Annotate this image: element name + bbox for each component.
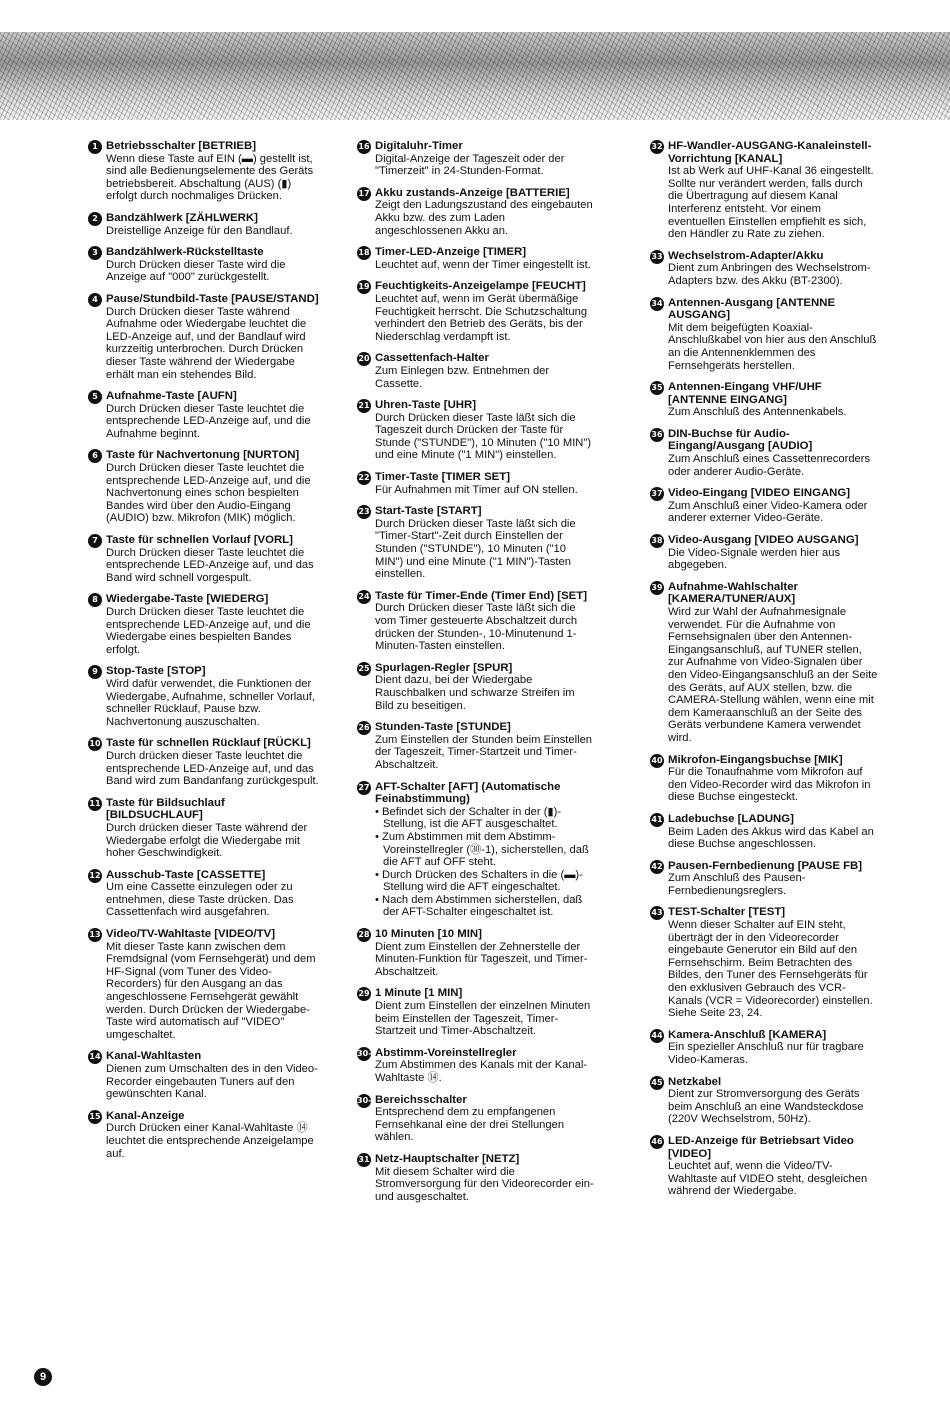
item-title: Wiedergabe-Taste [WIEDERG] <box>106 593 269 606</box>
legend-item <box>357 1153 595 1203</box>
legend-item <box>650 140 880 241</box>
legend-item <box>88 1050 320 1100</box>
legend-item <box>650 381 880 419</box>
item-bullet <box>375 806 595 831</box>
item-number-badge: 8 <box>88 593 102 607</box>
legend-item <box>650 428 880 478</box>
item-description: Wenn dieser Schalter auf EIN steht, überträgt der in den Videorecorder eingebaute Generutor ein Bild auf den Fernsehschirm. Beim Betrachten des Bildes, den Tuner des Fernsehgeräts für den exklusiven Gebrauch des VCR-Kanals (VCR = Videorecorder) einstellen. Siehe Seite 23, 24. <box>668 919 873 1020</box>
item-description: Ist ab Werk auf UHF-Kanal 36 eingestellt. Sollte nur verändert werden, falls durch die Übertragung auf diesem Kanal Interferenz entsteht. Vor einem eventuellen Einstellen empfiehlt es sich, den Händler zu Rate zu ziehen. <box>668 165 874 241</box>
item-number-badge: 45 <box>650 1076 664 1090</box>
item-description: Zum Einstellen der Stunden beim Einstellen der Tageszeit, Timer-Startzeit und Timer-Abschaltzeit. <box>375 733 593 771</box>
item-description: Durch Drücken dieser Taste leuchtet die entsprechende LED-Anzeige auf, und die Wiedergabe eines bespielten Bandes erfolgt. <box>106 606 311 656</box>
item-description: Digital-Anzeige der Tageszeit oder der "Timerzeit" in 24-Stunden-Format. <box>375 152 565 178</box>
item-title: HF-Wandler-AUSGANG-Kanaleinstell-Vorrichtung [KANAL] <box>668 140 872 165</box>
item-number-badge: 11 <box>88 797 102 811</box>
item-number-badge: 44 <box>650 1029 664 1043</box>
bullet-text: Nach dem Abstimmen sicherstellen, daß der AFT-Schalter eingeschaltet ist. <box>382 893 583 919</box>
item-title: Taste für schnellen Vorlauf [VORL] <box>106 534 293 547</box>
item-title: Stunden-Taste [STUNDE] <box>375 721 511 734</box>
item-number-badge: 41 <box>650 813 664 827</box>
item-number-badge: 36 <box>650 428 664 442</box>
item-title: Antennen-Eingang VHF/UHF [ANTENNE EINGANG] <box>668 381 822 406</box>
item-description: Wird zur Wahl der Aufnahmesignale verwendet. Für die Aufnahme von Fernsehsignalen über den Antennen-Eingangsanschluß, auf TUNER stellen, zur Aufnahme von Video-Signalen über den Video-Eingangsanschluß an der Seite des Geräts, auf AUX stellen, bzw. die CAMERA-Stellung wählen, wenn eine mit dem Kameraanschluß an der Seite des Geräts verbundene Kamera verwendet wird. <box>668 606 878 744</box>
legend-item <box>650 1076 880 1126</box>
legend-item <box>650 534 880 572</box>
legend-item <box>650 581 880 745</box>
item-number-badge: 37 <box>650 487 664 501</box>
legend-item <box>357 352 595 390</box>
header-banner <box>0 32 950 120</box>
legend-item <box>88 797 320 860</box>
item-description: Zum Anschluß eines Cassettenrecorders oder anderer Audio-Geräte. <box>668 453 871 478</box>
item-description: Durch drücken dieser Taste während der Wiedergabe erfolgt die Wiedergabe mit hoher Geschwindigkeit. <box>106 821 308 860</box>
legend-item <box>357 662 595 712</box>
item-title: Taste für Bildsuchlauf [BILDSUCHLAUF] <box>106 796 225 822</box>
item-number-badge: 34 <box>650 297 664 311</box>
item-number-badge: 31 <box>357 1153 371 1167</box>
legend-item <box>650 1029 880 1067</box>
legend-item <box>650 860 880 898</box>
item-title: Start-Taste [START] <box>375 505 482 518</box>
column-2 <box>357 140 595 1212</box>
item-number-badge: 3 <box>88 246 102 260</box>
item-number-badge: 29 <box>357 987 371 1001</box>
item-description: Leuchtet auf, wenn die Video/TV-Wahltaste auf VIDEO steht, desgleichen während der Wiedergabe. <box>668 1160 868 1198</box>
item-title: Timer-Taste [TIMER SET] <box>375 471 511 484</box>
column-3 <box>650 140 880 1207</box>
item-title: Akku zustands-Anzeige [BATTERIE] <box>375 186 570 199</box>
bullet-icon: • <box>375 868 383 881</box>
item-title: Aufnahme-Wahlschalter [KAMERA/TUNER/AUX] <box>668 580 798 606</box>
item-title: Video/TV-Wahltaste [VIDEO/TV] <box>106 928 275 941</box>
item-description: Zum Einlegen bzw. Entnehmen der Cassette. <box>375 364 550 390</box>
item-number-badge: 22 <box>357 471 371 485</box>
item-number-badge: 13 <box>88 928 102 942</box>
legend-item <box>357 187 595 237</box>
page-number: 9 <box>34 1368 52 1386</box>
item-title: Stop-Taste [STOP] <box>106 665 206 678</box>
legend-item <box>88 246 320 284</box>
legend-item <box>357 399 595 462</box>
item-title: Wechselstrom-Adapter/Akku <box>668 249 824 262</box>
item-description: Für Aufnahmen mit Timer auf ON stellen. <box>375 483 578 496</box>
item-description: Zum Abstimmen des Kanals mit der Kanal-Wahltaste ⑭. <box>375 1059 588 1084</box>
item-description: Entsprechend dem zu empfangenen Fernsehkanal eine der drei Stellungen wählen. <box>375 1106 565 1144</box>
item-title: Taste für Nachvertonung [NURTON] <box>106 449 300 462</box>
item-description: Durch Drücken dieser Taste wird die Anzeige auf "000" zurückgestellt. <box>106 258 286 284</box>
item-description: Mit dem beigefügten Koaxial-Anschlußkabel von hier aus den Anschluß an die Antennenklemmen des Fernsehgeräts herstellen. <box>668 321 877 372</box>
item-number-badge: 6 <box>88 449 102 463</box>
item-description: Durch Drücken dieser Taste läßt sich die "Timer-Start"-Zeit durch Einstellen der Stunden ("STUNDE"), 10 Minuten ("10 MIN") und eine Minute ("1 MIN")-Tasten einstellen. <box>375 517 576 581</box>
item-description: Durch Drücken einer Kanal-Wahltaste ⑭ leuchtet die entsprechende Anzeigelampe auf. <box>106 1122 314 1160</box>
item-number-badge: 9 <box>88 665 102 679</box>
item-title: Netzkabel <box>668 1075 722 1088</box>
item-number-badge: 1 <box>88 140 102 154</box>
item-title: Timer-LED-Anzeige [TIMER] <box>375 246 527 259</box>
legend-item <box>357 505 595 581</box>
legend-item <box>88 212 320 237</box>
column-1 <box>88 140 320 1169</box>
legend-item <box>88 534 320 584</box>
legend-item <box>88 928 320 1041</box>
item-description: Durch Drücken dieser Taste leuchtet die entsprechende LED-Anzeige auf, und die Nachvertonung eines schon bespielten Bandes wird über den Audio-Eingang (AUDIO) bzw. Mikrofon (MIK) möglich. <box>106 462 311 525</box>
item-description: Wird dafür verwendet, die Funktionen der Wiedergabe, Aufnahme, schneller Vorlauf, schneller Rücklauf, Pause bzw. Nachvertonung auszuschalten. <box>106 677 315 728</box>
item-number-badge: 12 <box>88 869 102 883</box>
legend-item <box>650 813 880 851</box>
legend-item <box>650 297 880 373</box>
legend-item <box>650 754 880 804</box>
item-description: Zum Anschluß des Antennenkabels. <box>668 406 847 419</box>
item-description: Dient zum Einstellen der einzelnen Minuten beim Einstellen der Tageszeit, Timer-Startzeit und Timer-Abschaltzeit. <box>375 1000 591 1038</box>
item-number-badge: 17 <box>357 187 371 201</box>
item-title: 10 Minuten [10 MIN] <box>375 928 482 941</box>
item-title: Video-Ausgang [VIDEO AUSGANG] <box>668 534 859 547</box>
legend-item <box>88 390 320 440</box>
item-description: Durch drücken dieser Taste leuchtet die entsprechende LED-Anzeige auf, und das Band wird zum Bandanfang zurückgespult. <box>106 749 319 788</box>
item-title: Spurlagen-Regler [SPUR] <box>375 661 513 674</box>
legend-item <box>88 293 320 381</box>
legend-item <box>357 781 595 920</box>
item-number-badge: 30-2 <box>357 1095 372 1119</box>
item-title: Digitaluhr-Timer <box>375 140 463 152</box>
item-title: Kanal-Wahltasten <box>106 1050 202 1063</box>
legend-item <box>357 471 595 496</box>
legend-item <box>88 449 320 525</box>
item-description: Beim Laden des Akkus wird das Kabel an diese Buchse angeschlossen. <box>668 825 874 851</box>
item-title: TEST-Schalter [TEST] <box>668 906 786 919</box>
item-bullet <box>375 894 595 919</box>
item-title: Ladebuchse [LADUNG] <box>668 812 794 825</box>
item-description: Durch Drücken dieser Taste leuchtet die entsprechende LED-Anzeige auf, und das Band wird schnell vorgespult. <box>106 546 314 584</box>
item-number-badge: 24 <box>357 590 371 604</box>
legend-item <box>357 1047 595 1085</box>
legend-item <box>88 737 320 787</box>
legend-item <box>357 928 595 978</box>
legend-item <box>357 246 595 271</box>
bullet-icon: • <box>375 893 383 906</box>
item-title: DIN-Buchse für Audio-Eingang/Ausgang [AUDIO] <box>668 427 813 453</box>
item-number-badge: 38 <box>650 534 664 548</box>
item-number-badge: 15 <box>88 1110 102 1124</box>
item-description: Leuchtet auf, wenn der Timer eingestellt ist. <box>375 258 591 271</box>
item-title: Aufnahme-Taste [AUFN] <box>106 390 237 403</box>
item-title: Feuchtigkeits-Anzeigelampe [FEUCHT] <box>375 280 586 293</box>
item-description: Zeigt den Ladungszustand des eingebauten Akku bzw. des zum Laden angeschlossenen Akku an. <box>375 199 593 237</box>
item-number-badge: 16 <box>357 140 371 154</box>
bullet-text: Befindet sich der Schalter in der (▮)-Stellung, ist die AFT ausgeschaltet. <box>382 805 562 831</box>
item-number-badge: 20 <box>357 352 371 366</box>
legend-item <box>357 1094 595 1144</box>
item-description: Dient zum Einstellen der Zehnerstelle der Minuten-Funktion für Tageszeit, und Timer-Abschaltzeit. <box>375 940 588 978</box>
item-number-badge: 26 <box>357 721 371 735</box>
item-number-badge: 21 <box>357 399 371 413</box>
item-title: LED-Anzeige für Betriebsart Video [VIDEO] <box>668 1134 854 1160</box>
item-number-badge: 46 <box>650 1135 664 1149</box>
item-description: Mit diesem Schalter wird die Stromversorgung für den Videorecorder ein- und ausgeschaltet. <box>375 1165 594 1203</box>
item-title: Cassettenfach-Halter <box>375 352 489 365</box>
item-number-badge: 10 <box>88 737 102 751</box>
item-title: Taste für schnellen Rücklauf [RÜCKL] <box>106 737 311 750</box>
item-number-badge: 28 <box>357 928 371 942</box>
item-title: Video-Eingang [VIDEO EINGANG] <box>668 487 851 500</box>
item-title: Bereichsschalter <box>375 1093 467 1106</box>
item-description: Durch Drücken dieser Taste läßt sich die Tageszeit durch Drücken der Taste für Stunde ("STUNDE"), 10 Minuten ("10 MIN") und eine Minute ("1 MIN") einstellen. <box>375 411 592 462</box>
item-description: Mit dieser Taste kann zwischen dem Fremdsignal (vom Fernsehgerät) und dem HF-Signal (vom Tuner des Video-Recorders) für den Ausgang an das angeschlossene Fernsehgerät gewählt werden. Durch Drücken der Wiedergabe-Taste wird automatisch auf "VIDEO" umgeschaltet. <box>106 940 316 1041</box>
item-number-badge: 27 <box>357 781 371 795</box>
legend-item <box>88 869 320 919</box>
legend-item <box>88 593 320 656</box>
legend-item <box>357 140 595 178</box>
item-number-badge: 2 <box>88 212 102 226</box>
item-description: Durch Drücken dieser Taste während Aufnahme oder Wiedergabe leuchtet die LED-Anzeige auf, und der Bandlauf wird kurzzeitig unterbrochen. Durch Drücken dieser Taste während der Wiedergabe erhält man ein stehendes Bild. <box>106 305 307 381</box>
item-number-badge: 43 <box>650 906 664 920</box>
legend-item <box>650 487 880 525</box>
item-description: Dient zum Anbringen des Wechselstrom-Adapters bzw. des Akku (BT-2300). <box>668 262 871 287</box>
item-title: Pause/Stundbild-Taste [PAUSE/STAND] <box>106 292 319 305</box>
bullet-text: Zum Abstimmen mit dem Abstimm-Voreinstellregler (㉚-1), sicherstellen, daß die AFT auf OFF steht. <box>382 830 589 869</box>
item-description: Durch Drücken dieser Taste leuchtet die entsprechende LED-Anzeige auf, und die Aufnahme beginnt. <box>106 402 311 440</box>
item-bullet <box>375 831 595 869</box>
item-number-badge: 4 <box>88 293 102 307</box>
item-number-badge: 33 <box>650 250 664 264</box>
legend-item <box>650 1135 880 1198</box>
bullet-text: Durch Drücken des Schalters in die (▬)-Stellung wird die AFT eingeschaltet. <box>382 868 583 894</box>
item-title: Mikrofon-Eingangsbuchse [MIK] <box>668 753 843 766</box>
item-title: Kanal-Anzeige <box>106 1109 185 1122</box>
item-description: Dient zur Stromversorgung des Geräts beim Anschluß an eine Wandsteckdose (220V Wechselstrom, 50Hz). <box>668 1088 864 1126</box>
item-number-badge: 23 <box>357 505 371 519</box>
legend-item <box>357 721 595 771</box>
item-description: Dient dazu, bei der Wiedergabe Rauschbalken und schwarze Streifen im Bild zu beseitigen. <box>375 674 575 712</box>
item-title: Uhren-Taste [UHR] <box>375 399 477 412</box>
legend-item <box>357 987 595 1037</box>
item-number-badge: 40 <box>650 754 664 768</box>
item-number-badge: 30-1 <box>357 1048 372 1072</box>
item-number-badge: 14 <box>88 1050 102 1064</box>
legend-item <box>88 1110 320 1160</box>
item-title: AFT-Schalter [AFT] (Automatische Feinabstimmung) <box>375 780 561 806</box>
item-description: Leuchtet auf, wenn im Gerät übermäßige Feuchtigkeit herrscht. Die Schutzschaltung verhindert den Betrieb des Geräts, bis der Niederschlag verdampft ist. <box>375 292 588 343</box>
item-description: Um eine Cassette einzulegen oder zu entnehmen, diese Taste drücken. Das Cassettenfach wird ausgefahren. <box>106 881 294 919</box>
legend-item <box>357 590 595 653</box>
item-description: Ein spezieller Anschluß nur für tragbare Video-Kameras. <box>668 1041 864 1066</box>
item-number-badge: 5 <box>88 390 102 404</box>
item-title: Bandzählwerk [ZÄHLWERK] <box>106 211 258 224</box>
legend-item <box>88 140 320 203</box>
item-description: Die Video-Signale werden hier aus abgegeben. <box>668 546 841 572</box>
legend-item <box>650 250 880 288</box>
item-number-badge: 25 <box>357 662 371 676</box>
item-description: Dreistellige Anzeige für den Bandlauf. <box>106 224 293 237</box>
item-number-badge: 7 <box>88 534 102 548</box>
item-number-badge: 32 <box>650 140 664 154</box>
item-description: Für die Tonaufnahme vom Mikrofon auf den Video-Recorder wird das Mikrofon in diese Buchse eingesteckt. <box>668 766 871 804</box>
item-title: Kamera-Anschluß [KAMERA] <box>668 1028 827 1041</box>
item-title: Abstimm-Voreinstellregler <box>375 1046 517 1059</box>
item-description: Zum Anschluß einer Video-Kamera oder anderer externer Video-Geräte. <box>668 499 868 525</box>
item-number-badge: 18 <box>357 246 371 260</box>
item-title: Ausschub-Taste [CASSETTE] <box>106 868 266 881</box>
item-title: Netz-Hauptschalter [NETZ] <box>375 1152 520 1165</box>
bullet-icon: • <box>375 805 383 818</box>
item-description: Zum Anschluß des Pausen-Fernbedienungsreglers. <box>668 872 806 897</box>
item-bullet <box>375 869 595 894</box>
item-description: Durch Drücken dieser Taste läßt sich die vom Timer gesteuerte Abschaltzeit durch drücken der Stunden-, 10-Minutenund 1-Minuten-Tasten einstellen. <box>375 602 578 653</box>
item-title: 1 Minute [1 MIN] <box>375 987 463 1000</box>
item-title: Antennen-Ausgang [ANTENNE AUSGANG] <box>668 296 836 322</box>
bullet-icon: • <box>375 830 383 843</box>
item-title: Betriebsschalter [BETRIEB] <box>106 140 257 152</box>
legend-item <box>650 906 880 1019</box>
legend-item <box>357 280 595 343</box>
item-title: Bandzählwerk-Rückstelltaste <box>106 246 264 259</box>
item-number-badge: 42 <box>650 860 664 874</box>
item-description: Wenn diese Taste auf EIN (▬) gestellt ist, sind alle Bedienungselemente des Geräts betriebsbereit. Abschaltung (AUS) (▮) erfolgt durch nochmaliges Drücken. <box>106 152 314 203</box>
item-number-badge: 35 <box>650 381 664 395</box>
item-title: Taste für Timer-Ende (Timer End) [SET] <box>375 589 588 602</box>
item-title: Pausen-Fernbedienung [PAUSE FB] <box>668 859 863 872</box>
item-description: Dienen zum Umschalten des in den Video-Recorder eingebauten Tuners auf den gewünschten Kanal. <box>106 1063 318 1101</box>
legend-item <box>88 665 320 728</box>
item-number-badge: 39 <box>650 581 664 595</box>
item-number-badge: 19 <box>357 280 371 294</box>
